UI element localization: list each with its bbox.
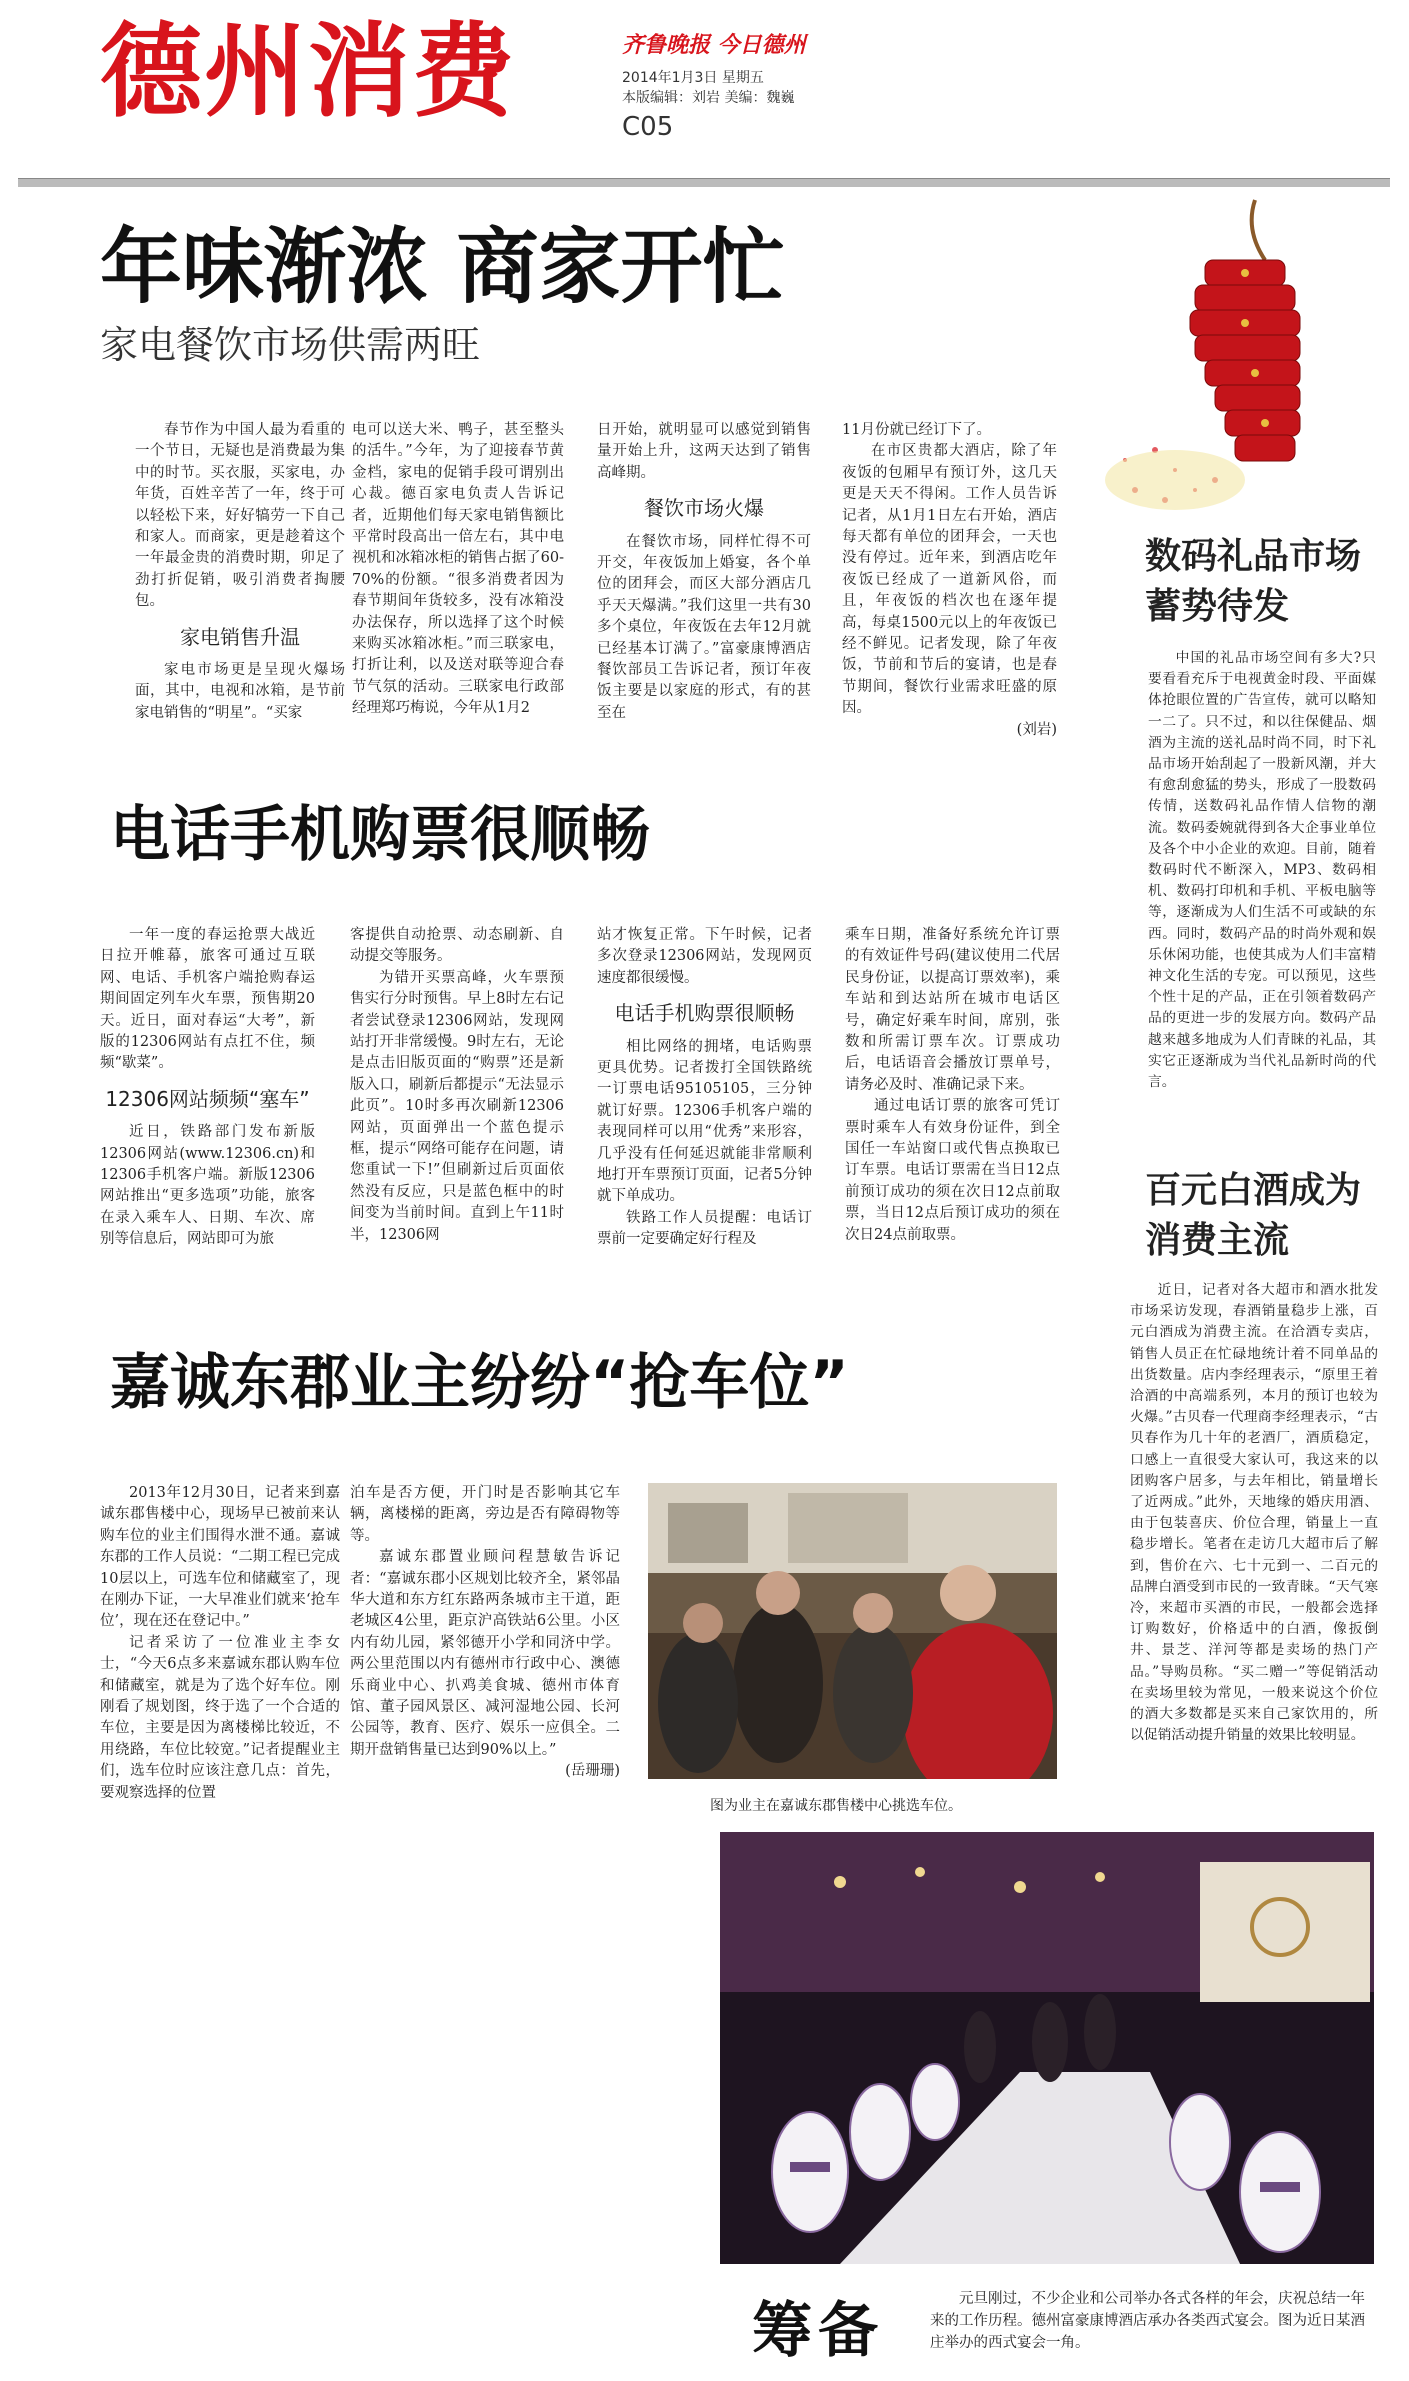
paragraph: 泊车是否方便，开门时是否影响其它车辆，离楼梯的距离，旁边是否有障碍物等等。	[350, 1485, 620, 1544]
sidebar-digital-headline: 数码礼品市场蓄势待发	[1145, 536, 1362, 627]
article1-subheadline: 家电餐饮市场供需两旺	[100, 323, 481, 367]
issue-meta	[622, 68, 794, 108]
article1-subhead-appliance: 家电销售升温	[180, 624, 300, 649]
masthead-divider	[18, 178, 1390, 187]
parking-sales-photo	[648, 1483, 1057, 1779]
paragraph: 电可以送大米、鸭子，甚至整头的活牛。”今年，为了迎接春节黄金档，家电的促销手段可谓别出心裁。德百家电负责人告诉记者，近期他们每天家电销售额比平常时段高出一倍左右，其中电视机和冰箱冰柜的销售占据了60-70%的份额。“很多消费者因为春节期间年货较多，没有冰箱没办法保存，所以选择了这个时候来购买冰箱冰柜。”而三联家电，打折让利，以及送对联等迎合春节气氛的活动。三联家电行政部经理郑巧梅说，今年从1月2	[352, 422, 564, 717]
paragraph: 嘉诚东郡置业顾问程慧敏告诉记者：“嘉诚东郡小区规划比较齐全，紧邻晶华大道和东方红东路两条城市主干道，距老城区4公里，距京沪高铁站6公里。小区内有幼儿园，紧邻德开小学和同济中学。两公里范围以内有德州市行政中心、澳德乐商业中心、扒鸡美食城、德州市体育馆、董子园风景区、减河湿地公园、长河公园等，教育、医疗、娱乐一应俱全。二期开盘销售量已达到90%以上。”	[350, 1549, 620, 1758]
firecracker-decoration-image	[1095, 190, 1395, 550]
article3-signature: (岳珊珊)	[565, 1763, 620, 1780]
article1-signature: (刘岩)	[1016, 721, 1057, 738]
article2-column-1	[100, 925, 315, 1305]
banquet-photo	[720, 1832, 1374, 2264]
bottom-photo-title: 筹备	[752, 2296, 884, 2366]
article3-headline: 嘉诚东郡业主纷纷“抢车位”	[110, 1348, 849, 1418]
sidebar-digital-text	[1148, 648, 1376, 1148]
page-number: C05	[622, 112, 674, 142]
paragraph: 客提供自动抢票、动态刷新、自动提交等服务。	[350, 927, 564, 965]
article1-subhead-dining: 餐饮市场火爆	[644, 496, 764, 521]
article1-column-1	[135, 420, 345, 750]
paragraph: 记者采访了一位准业主李女士，“今天6点多来嘉诚东郡认购车位和储藏室，就是为了选个好车位。刚刚看了规划图，终于选了一个合适的车位，主要是因为离楼梯比较近，不用绕路，车位比较宽。”记者提醒业主们，选车位时应该注意几点：首先，要观察选择的位置	[100, 1634, 340, 1801]
article3-column-1	[100, 1483, 340, 1823]
newspaper-name: 齐鲁晚报 今日德州	[622, 32, 806, 58]
paragraph: 一年一度的春运抢票大战近日拉开帷幕，旅客可通过互联网、电话、手机客户端抢购春运期间固定列车火车票，预售期20天。近日，面对春运“大考”，新版的12306网站有点扛不住，频频“歇菜”。	[100, 927, 315, 1072]
paragraph: 中国的礼品市场空间有多大?只要看看充斥于电视黄金时段、平面媒体抢眼位置的广告宣传，就可以略知一二了。只不过，和以往保健品、烟酒为主流的送礼品时尚不同，时下礼品市场开始刮起了一股新风潮，并大有愈刮愈猛的势头，形成了一股数码传情，送数码礼品作情人信物的潮流。数码委婉就得到各大企事业单位及各个中小企业的欢迎。目前，随着数码时代不断深入，MP3、数码相机、数码打印机和手机、平板电脑等等，逐渐成为人们生活不可或缺的东西。同时，数码产品的时尚外观和娱乐休闲功能，也使其成为人们丰富精神文化生活的专宠。可以预见，这些个性十足的产品，正在引领着数码产品的更进一步的发展方向。数码产品越来越多地成为人们青睐的礼品，其实它正逐渐成为当代礼品新时尚的代言。	[1148, 650, 1376, 1091]
bottom-photo-caption: 元旦刚过，不少企业和公司举办各式各样的年会，庆祝总结一年来的工作历程。德州富豪康博酒店承办各类西式宴会。图为近日某酒庄举办的西式宴会一角。	[930, 2291, 1365, 2351]
issue-editors: 本版编辑：刘岩 美编：魏巍	[622, 90, 795, 106]
photo1-caption: 图为业主在嘉诚东郡售楼中心挑选车位。	[710, 1798, 962, 1814]
article1-column-4	[842, 420, 1057, 750]
paragraph: 通过电话订票的旅客可凭订票时乘车人有效身份证件，到全国任一车站窗口或代售点换取已订车票。电话订票需在当日12点前预订成功的须在次日12点前取票，当日12点后预订成功的须在次日24点前取票。	[845, 1098, 1060, 1243]
article2-column-2	[350, 925, 564, 1305]
sidebar-liquor-headline: 百元白酒成为消费主流	[1145, 1170, 1362, 1261]
article3-column-2	[350, 1483, 620, 1823]
paragraph: 近日，铁路部门发布新版12306网站(www.12306.cn)和12306手机客户端。新版12306网站推出“更多选项”功能，旅客在录入乘车人、日期、车次、席别等信息后，网站即可为旅	[100, 1124, 315, 1248]
article1-headline: 年味渐浓 商家开忙	[100, 220, 785, 315]
paragraph: 春节作为中国人最为看重的一个节日，无疑也是消费最为集中的时节。买衣服，买家电，办年货，百姓辛苦了一年，终于可以轻松下来，好好犒劳一下自己和家人。而商家，更是趁着这个一年最金贵的消费时期，卯足了劲打折促销，吸引消费者掏腰包。	[135, 422, 345, 610]
paragraph: 在市区贵都大酒店，除了年夜饭的包厢早有预订外，这几天更是天天不得闲。工作人员告诉记者，从1月1日左右开始，酒店每天都有单位的团拜会，一天也没有停过。近年来，到酒店吃年夜饭已经成了一道新风俗，而且，年夜饭的档次也在逐年提高，每桌1500元以上的年夜饭已经不鲜见。记者发现，除了年夜饭，节前和节后的宴请，也是春节期间，餐饮行业需求旺盛的原因。	[842, 443, 1057, 717]
paragraph: 近日，记者对各大超市和酒水批发市场采访发现，春酒销量稳步上涨，百元白酒成为消费主流。在洽酒专卖店，销售人员正在忙碌地统计着不同单品的出货数量。店内李经理表示，“原里王着洽酒的中高端系列，本月的预订也较为火爆。”古贝春一代理商李经理表示，“古贝春作为几十年的老酒厂，酒质稳定，口感上一直很受大家认可，我这来的以团购客户居多，与去年相比，销量增长了近两成。”此外，天地缘的婚庆用酒、由于包装喜庆、价位合理，销量上一直稳步增长。笔者在走访几大超市后了解到，售价在六、七十元到一、二百元的品牌白酒受到市民的一致青睐。“天气寒冷，来超市买酒的市民，一般都会选择订购数好，价格适中的白酒，像扳倒井、景芝、洋河等都是卖场的热门产品。”导购员称。“买二赠一”等促销活动在卖场里较为常见，一般来说这个价位的酒大多数都是买来自己家饮用的，所以促销活动提升销量的效果比较明显。	[1130, 1282, 1378, 1744]
issue-date: 2014年1月3日 星期五	[622, 70, 764, 86]
paragraph: 11月份就已经订下了。	[842, 422, 991, 438]
article1-column-3	[597, 420, 811, 750]
banquet-hall-image	[720, 1832, 1374, 2264]
paragraph: 家电市场更是呈现火爆场面，其中，电视和冰箱，是节前家电销售的“明星”。“买家	[135, 662, 345, 721]
paragraph: 2013年12月30日，记者来到嘉诚东郡售楼中心，现场早已被前来认购车位的业主们围得水泄不通。嘉诚东郡的工作人员说：“二期工程已完成10层以上，可选车位和储藏室了，现在刚办下证，一大早准业们就来‘抢车位’，现在还在登记中。”	[100, 1485, 340, 1630]
paragraph: 相比网络的拥堵，电话购票更具优势。记者拨打全国铁路统一订票电话95105105，三分钟就订好票。12306手机客户端的表现同样可以用“优秀”来形容，几乎没有任何延迟就能非常顺利地打开车票预订页面，记者5分钟就下单成功。	[597, 1038, 812, 1205]
paragraph: 铁路工作人员提醒：电话订票前一定要确定好行程及	[597, 1209, 812, 1248]
article2-subhead-phone: 电话手机购票很顺畅	[614, 1001, 795, 1026]
paragraph: 在餐饮市场，同样忙得不可开交，年夜饭加上婚宴，各个单位的团拜会，而区大部分酒店几乎天天爆满。”我们这里一共有30多个桌位，年夜饭在去年12月就已经基本订满了。”富豪康博酒店餐饮部员工告诉记者，预订年夜饭主要是以家庭的形式，有的甚至在	[597, 533, 811, 721]
paragraph: 为错开买票高峰，火车票预售实行分时预售。早上8时左右记者尝试登录12306网站，发现网站打开非常缓慢。9时左右，无论是点击旧版页面的“购票”还是新版入口，刷新后都提示“无法显示此页”。10时多再次刷新12306网站，页面弹出一个蓝色提示框，提示“网络可能存在问题，请您重试一下!”但刷新过后页面依然没有反应，只是蓝色框中的时间变为当前时间。直到上午11时半，12306网	[350, 969, 564, 1243]
paragraph: 乘车日期，准备好系统允许订票的有效证件号码(建议使用二代居民身份证，以提高订票效率)，乘车站和到达站所在城市电话区号，确定好乘车时间，席别，张数和所需订票车次。订票成功后，电话语音会播放订票单号，请务必及时、准确记录下来。	[845, 927, 1060, 1093]
paragraph: 日开始，就明显可以感觉到销售量开始上升，这两天达到了销售高峰期。	[597, 422, 811, 481]
sidebar-liquor-text	[1130, 1280, 1378, 1810]
masthead-title: 德州消费	[100, 13, 516, 132]
sales-office-crowd-image	[648, 1483, 1057, 1779]
article2-column-3	[597, 925, 812, 1305]
article2-subhead-site: 12306网站频频“塞车”	[105, 1086, 310, 1111]
article2-headline: 电话手机购票很顺畅	[110, 800, 650, 870]
article1-column-2	[352, 420, 564, 750]
article2-column-4	[845, 925, 1060, 1305]
paragraph: 站才恢复正常。下午时候，记者多次登录12306网站，发现网页速度都很缓慢。	[597, 927, 812, 986]
